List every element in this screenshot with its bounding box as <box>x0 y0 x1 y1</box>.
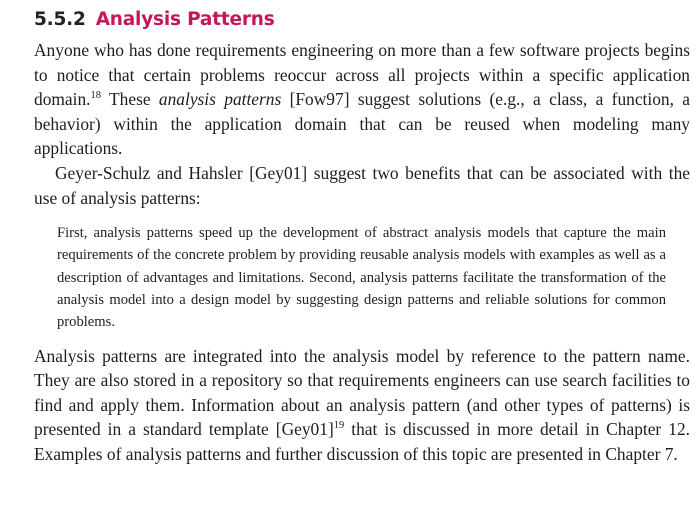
paragraph-repository-text-2: that is discussed in more detail in Chapter 12. Examples of analysis patterns and further discussion of this topic are presented in Chapter 7. <box>34 419 690 465</box>
footnote-ref-18[interactable]: 18 <box>90 90 102 102</box>
paragraph-intro-text: Anyone who has done requirements engineering on more than a few software projects begins to notice that certain problems reoccur across all projects within a specific application domain. <box>34 40 690 110</box>
term-analysis-patterns: analysis patterns <box>158 89 282 110</box>
section-number: 5.5.2 <box>34 9 86 30</box>
footnote-ref-19[interactable]: 19 <box>333 420 345 432</box>
paragraph-repository <box>34 344 690 467</box>
section-heading <box>34 8 690 32</box>
section-title: Analysis Patterns <box>95 9 275 30</box>
block-quote: First, analysis patterns speed up the development of abstract analysis models that capture the main requirements of the concrete problem by providing reusable analysis models with examples as well as a description of advantages and limitations. Second, analysis patterns facilitate the transformation of the analysis model into a design model by suggesting design patterns and reliable solutions for common problems. <box>57 225 666 331</box>
paragraph-repository-text: Analysis patterns are integrated into the analysis model by reference to the pattern name. They are also stored in a repository so that requirements engineers can use search facilities to find and apply them. Information about an analysis pattern (and other types of patterns) is presented in a standard template [Gey01] <box>34 345 690 440</box>
paragraph-intro-text-3: [Fow97] suggest solutions (e.g., a class, a function, a behavior) within the application domain that can be reused when modeling many applications. <box>34 89 691 159</box>
paragraph-benefits: Geyer-Schulz and Hahsler [Gey01] suggest two benefits that can be associated with the use of analysis patterns: <box>34 162 690 208</box>
paragraph-intro-text-2: These <box>101 89 159 110</box>
document-page <box>34 8 690 467</box>
paragraph-intro <box>34 38 690 161</box>
